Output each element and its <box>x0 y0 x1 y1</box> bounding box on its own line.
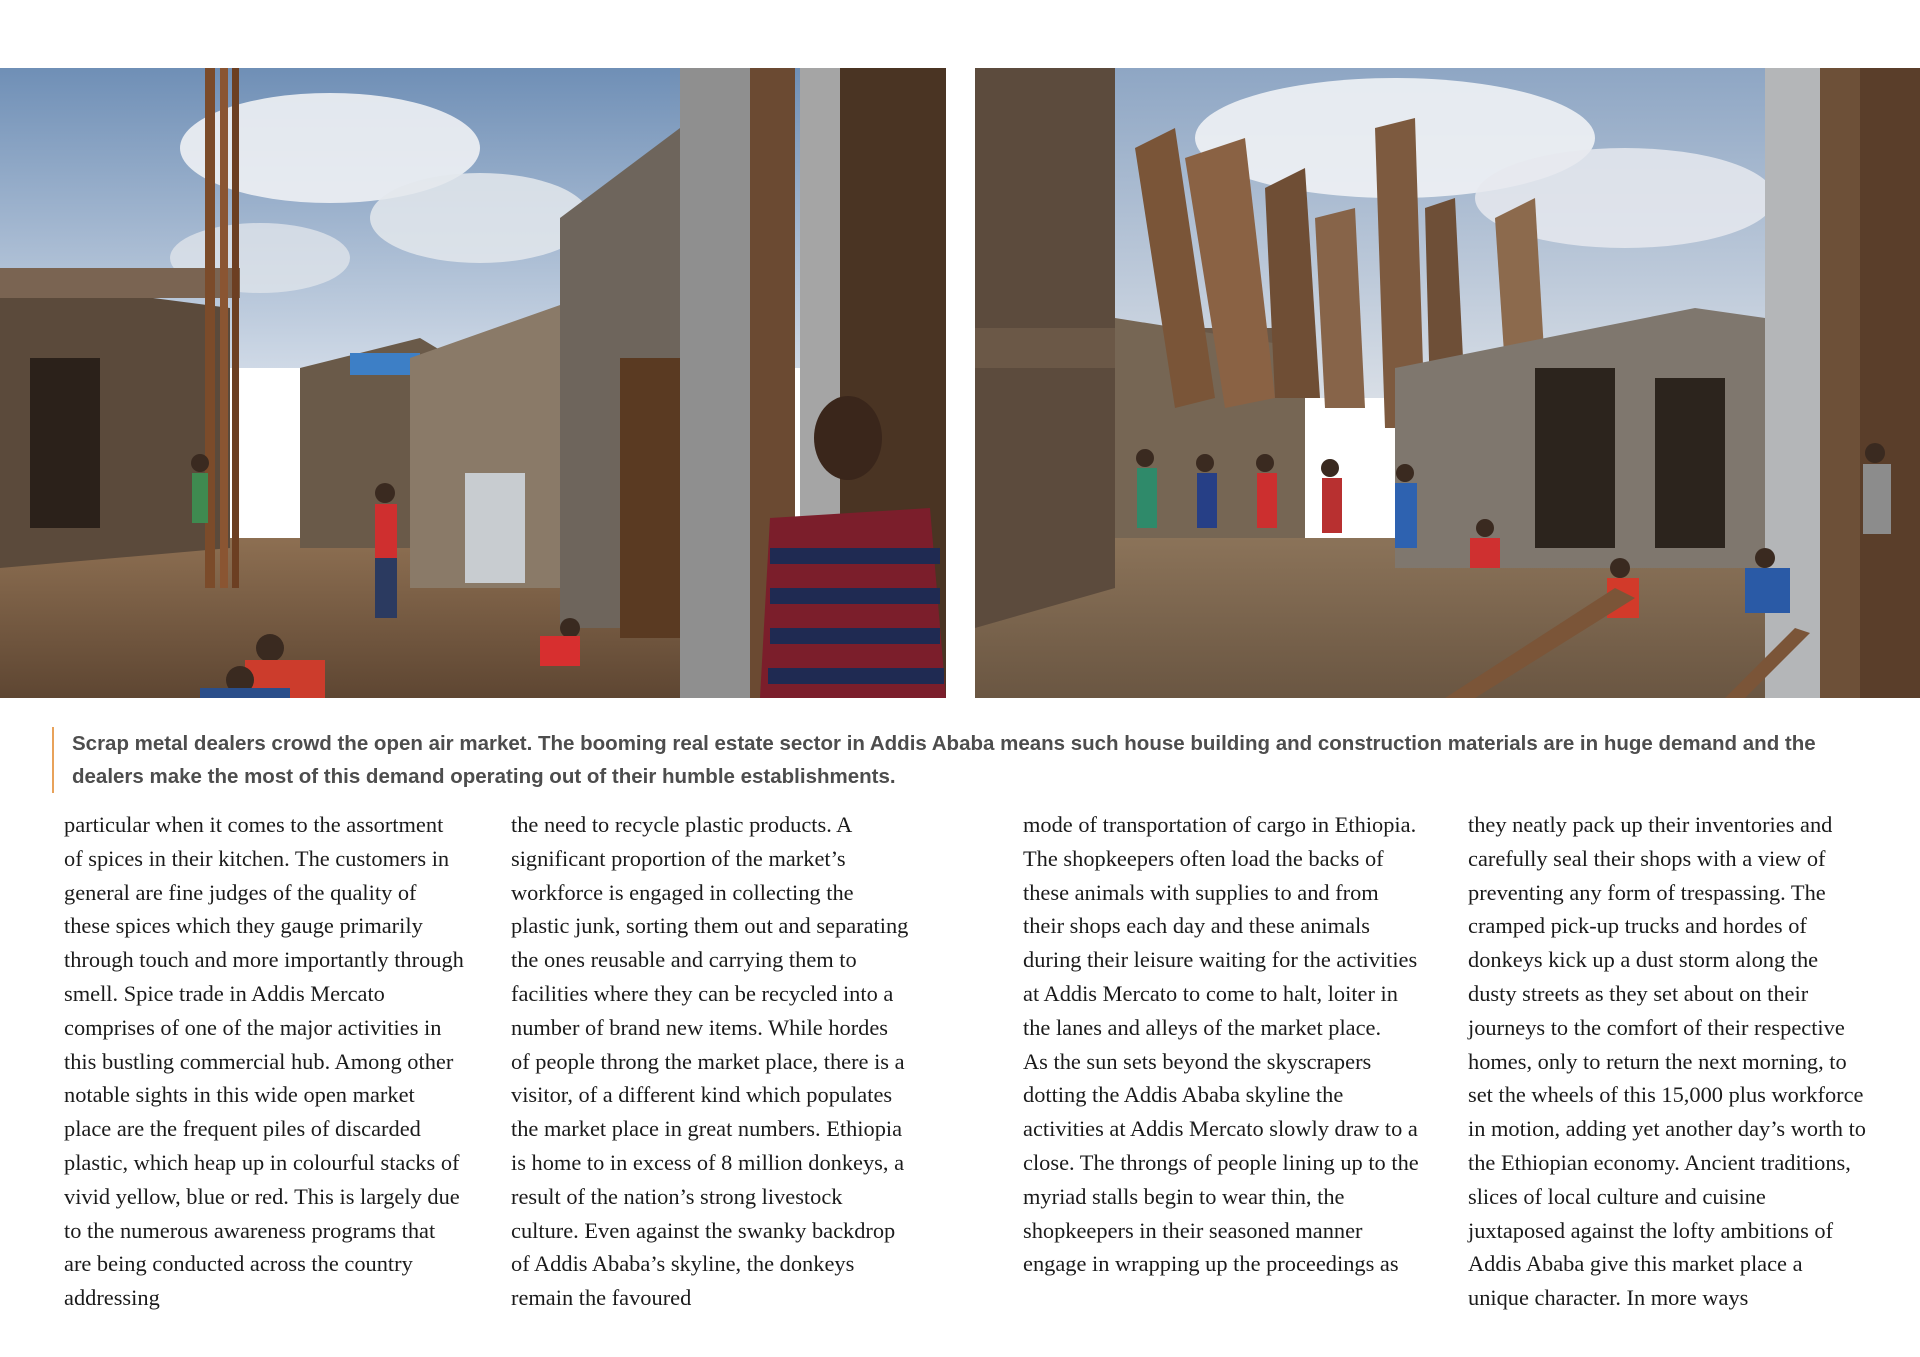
paragraph: As the sun sets beyond the skyscrapers dotting the Addis Ababa skyline the activities at Addis Mercato slowly draw to a close. The throngs of people lining up to the myriad stalls begin to wear thin, the shopkeepers in their seasoned manner engage in wrapping up the proceedings as <box>1023 1048 1419 1277</box>
text-column-1 <box>64 808 464 1315</box>
paragraph: mode of transportation of cargo in Ethiopia. The shopkeepers often load the backs of these animals with supplies to and from their shops each day and these animals during their leisure waiting for the activities at Addis Mercato to come to halt, loiter in the lanes and alleys of the market place. <box>1023 812 1418 1040</box>
text-column-2 <box>511 808 911 1315</box>
photo-caption: Scrap metal dealers crowd the open air market. The booming real estate sector in Addis Ababa means such house building and construction materials are in huge demand and the dealers make the most of this demand operating out of their humble establishments. <box>52 727 1892 793</box>
paragraph: particular when it comes to the assortment of spices in their kitchen. The customers in general are fine judges of the quality of these spices which they gauge primarily through touch and more importantly through smell. Spice trade in Addis Mercato comprises of one of the major activities in this bustling commercial hub. Among other notable sights in this wide open market place are the frequent piles of discarded plastic, which heap up in colourful stacks of vivid yellow, blue or red. This is largely due to the numerous awareness programs that are being conducted across the country addressing <box>64 812 464 1311</box>
paragraph: the need to recycle plastic products. A significant proportion of the market’s workforce is engaged in collecting the plastic junk, sorting them out and separating the ones reusable and carrying them to facilities where they can be recycled into a number of brand new items. While hordes of people throng the market place, there is a visitor, of a different kind which populates the market place in great numbers. Ethiopia is home to in excess of 8 million donkeys, a result of the nation’s strong livestock culture. Even against the swanky backdrop of Addis Ababa’s skyline, the donkeys remain the favoured <box>511 812 909 1311</box>
photo-right <box>975 68 1920 698</box>
text-column-3 <box>1023 808 1423 1281</box>
text-column-4 <box>1468 808 1868 1315</box>
paragraph: they neatly pack up their inventories and carefully seal their shops with a view of preventing any form of trespassing. The cramped pick-up trucks and hordes of donkeys kick up a dust storm along the dusty streets as they set about on their journeys to the comfort of their respective homes, only to return the next morning, to set the wheels of this 15,000 plus workforce in motion, adding yet another day’s worth to the Ethiopian economy. Ancient traditions, slices of local culture and cuisine juxtaposed against the lofty ambitions of Addis Ababa give this market place a unique character. In more ways <box>1468 812 1866 1311</box>
photo-left <box>0 68 946 698</box>
